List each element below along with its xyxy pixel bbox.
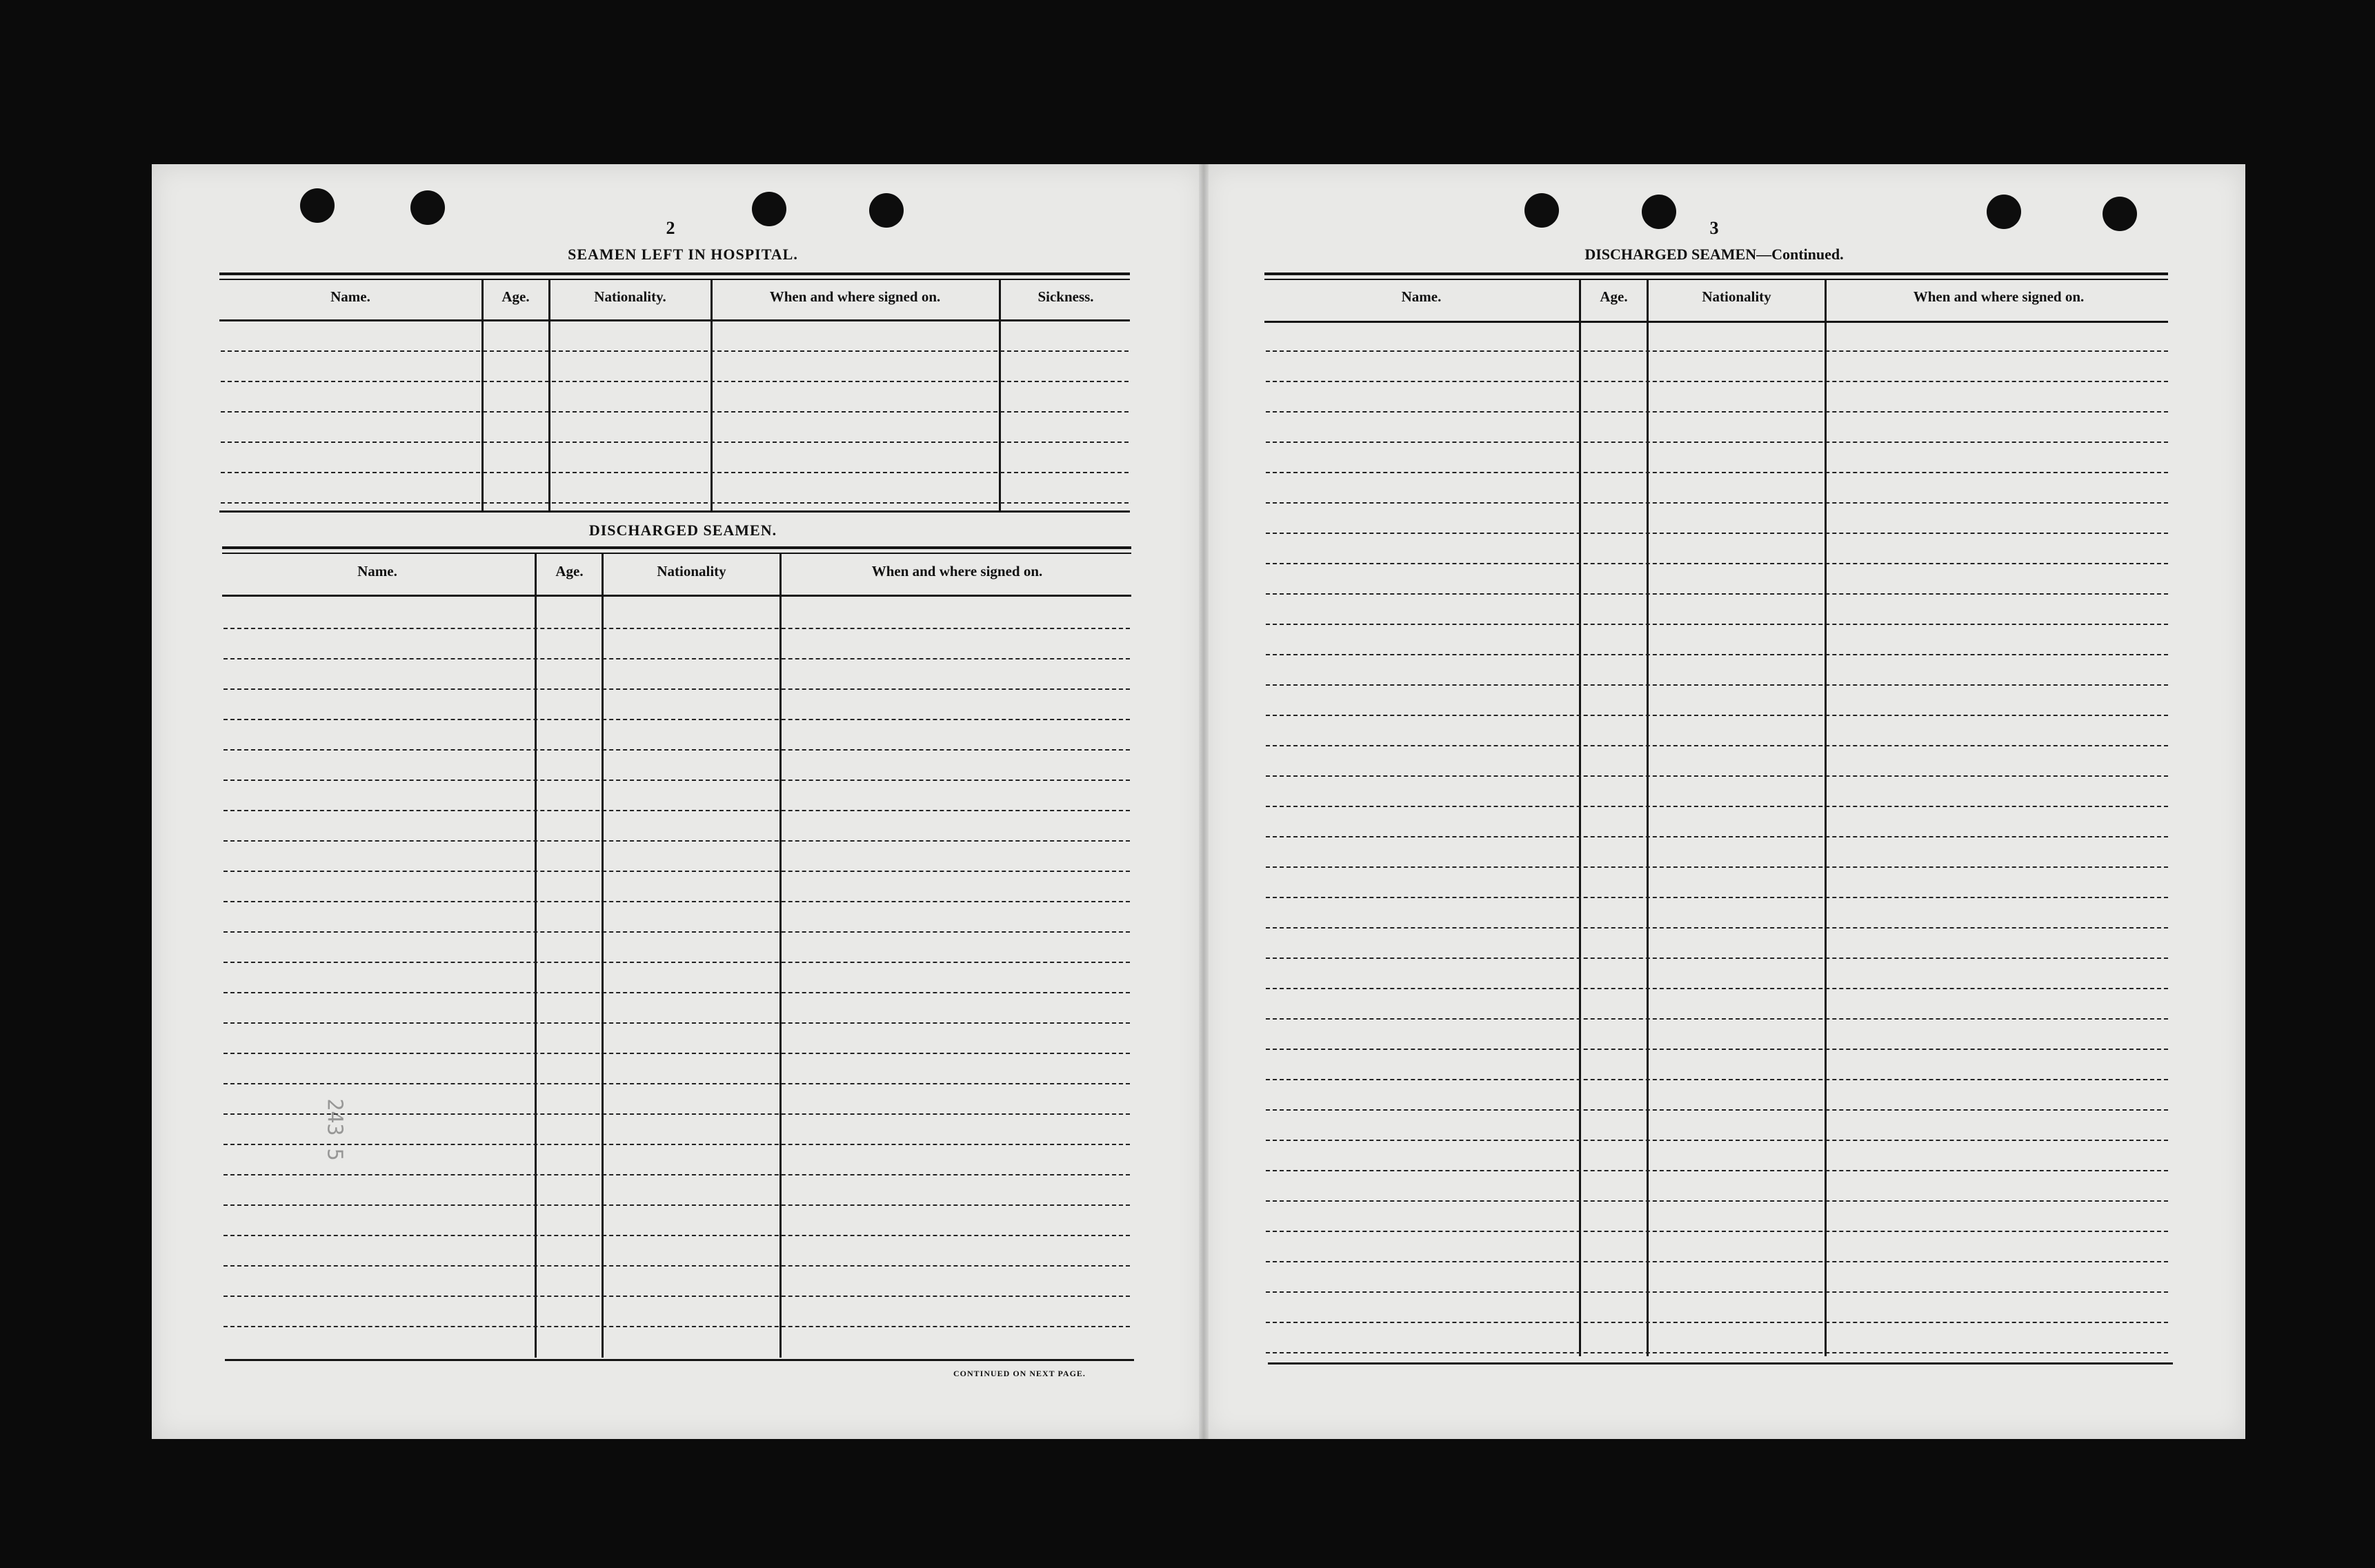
punch-hole — [752, 192, 786, 226]
row-line — [1266, 836, 2168, 837]
discharged-col-signed-on: When and where signed on. — [871, 563, 1043, 579]
hospital-col-divider — [548, 280, 550, 510]
row-line — [1266, 1109, 2168, 1111]
row-line — [223, 962, 1130, 963]
discharged-col-nationality: Nationality — [657, 563, 726, 579]
row-line — [1266, 563, 2168, 564]
row-line — [1266, 593, 2168, 595]
punch-hole — [869, 193, 904, 228]
row-line — [223, 871, 1130, 872]
discharged-col-divider — [535, 554, 537, 1358]
punch-hole — [300, 188, 335, 223]
row-line — [223, 1296, 1130, 1297]
right-col-age: Age. — [1600, 288, 1628, 305]
hospital-col-divider — [710, 280, 713, 510]
row-line — [1266, 654, 2168, 655]
row-line — [223, 1326, 1130, 1327]
hospital-row-line — [221, 350, 1129, 352]
row-line — [1266, 1261, 2168, 1262]
discharged-table-top-rule-2 — [222, 553, 1131, 554]
right-col-nationality: Nationality — [1702, 288, 1771, 305]
row-line — [1266, 957, 2168, 959]
row-line — [223, 688, 1130, 690]
row-line — [1266, 715, 2168, 716]
row-line — [1266, 806, 2168, 807]
hospital-col-age: Age. — [501, 288, 530, 305]
discharged-col-divider — [779, 554, 782, 1358]
row-line — [1266, 745, 2168, 746]
row-line — [223, 628, 1130, 629]
row-line — [1266, 1231, 2168, 1232]
row-line — [223, 1053, 1130, 1054]
row-line — [223, 1265, 1130, 1267]
row-line — [223, 810, 1130, 811]
discharged-col-age: Age. — [555, 563, 584, 579]
hospital-section-title: SEAMEN LEFT IN HOSPITAL. — [568, 246, 798, 263]
row-line — [1266, 1079, 2168, 1080]
punch-hole — [410, 190, 445, 225]
row-line — [1266, 1200, 2168, 1202]
row-line — [1266, 1018, 2168, 1020]
hospital-col-nationality: Nationality. — [594, 288, 666, 305]
hospital-row-line — [221, 411, 1129, 413]
row-line — [223, 1174, 1130, 1175]
row-line — [1266, 866, 2168, 868]
row-line — [223, 1113, 1130, 1115]
discharged-table-bottom-rule — [225, 1359, 1134, 1361]
hospital-table-top-rule — [219, 272, 1130, 275]
row-line — [1266, 381, 2168, 382]
punch-hole — [1642, 195, 1676, 229]
discharged-col-name: Name. — [357, 563, 397, 579]
right-col-signed-on: When and where signed on. — [1913, 288, 2085, 305]
row-line — [223, 1204, 1130, 1206]
row-line — [1266, 441, 2168, 443]
right-page — [1204, 164, 2245, 1439]
row-line — [223, 840, 1130, 842]
discharged-table-top-rule — [222, 546, 1131, 549]
right-col-name: Name. — [1401, 288, 1442, 305]
continued-note: CONTINUED ON NEXT PAGE. — [953, 1369, 1086, 1378]
left-page — [152, 164, 1204, 1439]
row-line — [1266, 684, 2168, 686]
row-line — [1266, 472, 2168, 473]
row-line — [223, 719, 1130, 720]
right-table-top-rule — [1264, 272, 2168, 275]
row-line — [1266, 1140, 2168, 1141]
row-line — [1266, 1352, 2168, 1353]
discharged-header-rule — [222, 595, 1131, 597]
hospital-table-top-rule-2 — [219, 279, 1130, 280]
row-line — [1266, 1170, 2168, 1171]
right-header-rule — [1264, 321, 2168, 323]
row-line — [223, 749, 1130, 751]
hospital-row-line — [221, 472, 1129, 473]
row-line — [223, 780, 1130, 781]
row-line — [223, 1144, 1130, 1145]
row-line — [1266, 502, 2168, 504]
stamp-mark: 243 5 — [322, 1098, 347, 1161]
row-line — [1266, 350, 2168, 352]
row-line — [1266, 1049, 2168, 1050]
right-table-bottom-rule — [1268, 1362, 2173, 1364]
row-line — [223, 931, 1130, 933]
row-line — [1266, 775, 2168, 777]
punch-hole — [2103, 197, 2137, 231]
row-line — [1266, 1322, 2168, 1323]
row-line — [1266, 988, 2168, 989]
right-section-title: DISCHARGED SEAMEN—Continued. — [1584, 246, 1844, 263]
row-line — [223, 901, 1130, 902]
row-line — [1266, 927, 2168, 929]
hospital-col-divider — [999, 280, 1001, 510]
row-line — [1266, 411, 2168, 413]
row-line — [1266, 897, 2168, 898]
row-line — [223, 1083, 1130, 1084]
page-number-left: 2 — [666, 218, 675, 238]
punch-hole — [1987, 195, 2021, 229]
hospital-col-name: Name. — [330, 288, 370, 305]
hospital-row-line — [221, 502, 1129, 504]
hospital-row-line — [221, 381, 1129, 382]
discharged-section-title: DISCHARGED SEAMEN. — [588, 522, 777, 539]
hospital-col-signed-on: When and where signed on. — [769, 288, 941, 305]
row-line — [223, 1235, 1130, 1236]
row-line — [223, 992, 1130, 993]
page-number-right: 3 — [1709, 218, 1719, 238]
hospital-header-rule — [219, 319, 1130, 321]
row-line — [1266, 533, 2168, 534]
row-line — [223, 1022, 1130, 1024]
row-line — [223, 658, 1130, 659]
hospital-table-bottom-rule — [219, 510, 1130, 513]
hospital-row-line — [221, 441, 1129, 443]
punch-hole — [1524, 193, 1559, 228]
row-line — [1266, 1291, 2168, 1293]
page-fold — [1199, 164, 1209, 1439]
hospital-col-divider — [481, 280, 484, 510]
hospital-col-sickness: Sickness. — [1037, 288, 1094, 305]
row-line — [1266, 624, 2168, 625]
discharged-col-divider — [602, 554, 604, 1358]
right-table-top-rule-2 — [1264, 279, 2168, 280]
